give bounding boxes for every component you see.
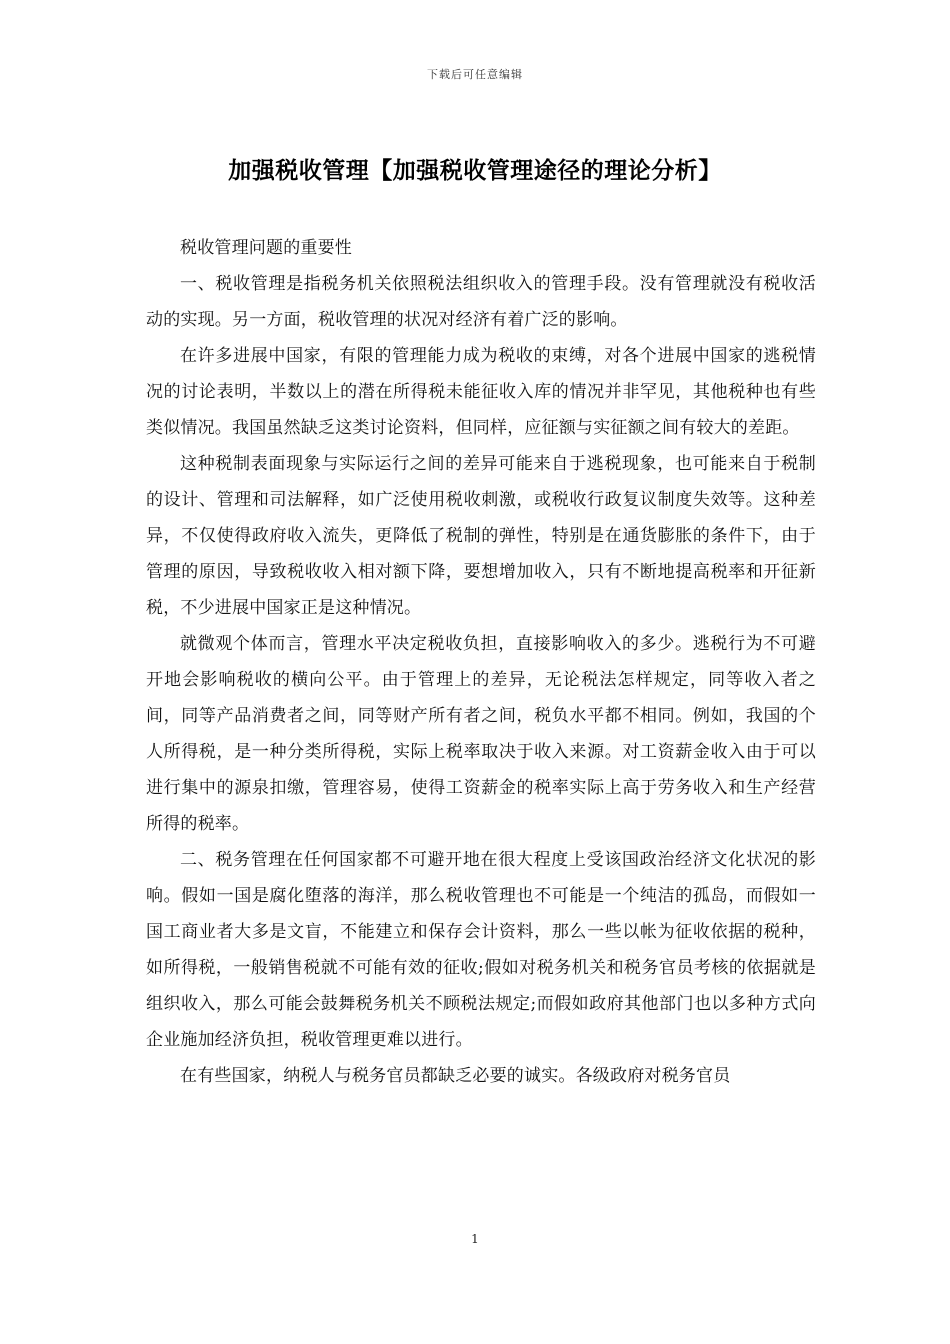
paragraph: 二、税务管理在任何国家都不可避开地在很大程度上受该国政治经济文化状况的影响。假如一国是腐化堕落的海洋，那么税收管理也不可能是一个纯洁的孤岛，而假如一国工商业者大多是文盲，不能建立和保存会计资料，那么一些以帐为征收依据的税种，如所得税，一般销售税就不可能有效的征收;假如对税务机关和税务官员考核的依据就是组织收入，那么可能会鼓舞税务机关不顾税法规定;而假如政府其他部门也以多种方式向企业施加经济负担，税收管理更难以进行。 xyxy=(146,850,816,1050)
paragraph: 就微观个体而言，管理水平决定税收负担，直接影响收入的多少。逃税行为不可避开地会影响税收的横向公平。由于管理上的差异，无论税法怎样规定，同等收入者之间，同等产品消费者之间，同等财产所有者之间，税负水平都不相同。例如，我国的个人所得税，是一种分类所得税，实际上税率取决于收入来源。对工资薪金收入由于可以进行集中的源泉扣缴，管理容易，使得工资薪金的税率实际上高于劳务收入和生产经营所得的税率。 xyxy=(146,634,816,834)
document-title: 加强税收管理【加强税收管理途径的理论分析】 xyxy=(228,158,722,184)
paragraph: 税收管理问题的重要性 xyxy=(180,238,352,258)
paragraph: 在许多进展中国家，有限的管理能力成为税收的束缚，对各个进展中国家的逃税情况的讨论表明，半数以上的潜在所得税未能征收入库的情况并非罕见，其他税种也有些类似情况。我国虽然缺乏这类讨论资料，但同样，应征额与实征额之间有较大的差距。 xyxy=(146,346,816,438)
document-body xyxy=(146,230,816,1094)
paragraph: 一、税收管理是指税务机关依照税法组织收入的管理手段。没有管理就没有税收活动的实现。另一方面，税收管理的状况对经济有着广泛的影响。 xyxy=(146,274,816,330)
header-note: 下载后可任意编辑 xyxy=(427,68,523,81)
paragraph: 在有些国家，纳税人与税务官员都缺乏必要的诚实。各级政府对税务官员 xyxy=(180,1066,731,1086)
page-number: 1 xyxy=(471,1232,479,1246)
paragraph: 这种税制表面现象与实际运行之间的差异可能来自于逃税现象，也可能来自于税制的设计、管理和司法解释，如广泛使用税收刺激，或税收行政复议制度失效等。这种差异，不仅使得政府收入流失，更降低了税制的弹性，特别是在通货膨胀的条件下，由于管理的原因，导致税收收入相对额下降，要想增加收入，只有不断地提高税率和开征新税，不少进展中国家正是这种情况。 xyxy=(146,454,816,618)
